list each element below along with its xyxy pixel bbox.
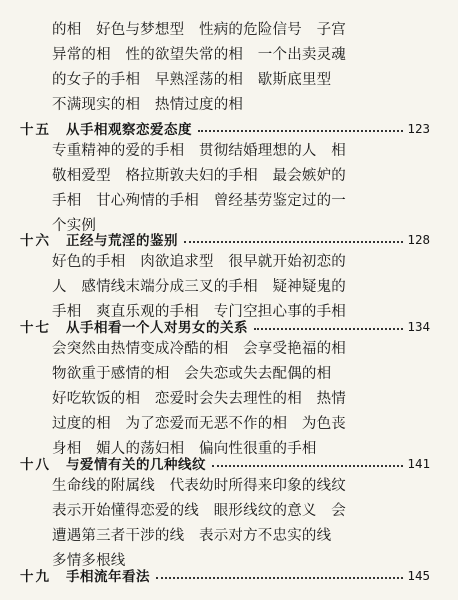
toc-text-line: 的女子的手相 早熟淫荡的相 歇斯底里型: [52, 72, 332, 88]
toc-entry-chapter-15[interactable]: [20, 118, 430, 138]
toc-entry-chapter-17[interactable]: [20, 316, 430, 336]
toc-text-line: 会突然由热情变成冷酷的相 会享受艳福的相: [52, 341, 346, 357]
chapter-number: 十五: [20, 122, 51, 138]
toc-entry-chapter-16[interactable]: [20, 229, 430, 249]
toc-text-line: 身相 媚人的荡妇相 偏向性很重的手相: [52, 441, 317, 457]
toc-text-line: 不满现实的相 热情过度的相: [52, 97, 244, 113]
dot-leader: [156, 577, 403, 579]
toc-text-line: 遭遇第三者干涉的线 表示对方不忠实的线: [52, 528, 332, 544]
dot-leader: [184, 241, 403, 243]
chapter-page-number: 134: [407, 318, 430, 334]
chapter-page-number: 123: [407, 120, 430, 136]
toc-entry-chapter-18[interactable]: [20, 453, 430, 473]
chapter-number: 十七: [20, 320, 51, 336]
chapter-page-number: 128: [407, 231, 430, 247]
toc-text-line: 的相 好色与梦想型 性病的危险信号 子宫: [52, 22, 346, 38]
toc-text-line: 生命线的附属线 代表幼时所得来印象的线纹: [52, 478, 346, 494]
toc-text-line: 敬相爱型 格拉斯敦夫妇的手相 最会嫉妒的: [52, 168, 346, 184]
toc-text-line: 手相 甘心殉情的手相 曾经基劳鉴定过的一: [52, 193, 346, 209]
toc-text-line: 过度的相 为了恋爱而无恶不作的相 为色丧: [52, 416, 346, 432]
toc-text-line: 物欲重于感情的相 会失恋或失去配偶的相: [52, 366, 332, 382]
chapter-number: 十六: [20, 233, 51, 249]
toc-text-line: 多情多根线: [52, 553, 126, 569]
chapter-number: 十九: [20, 569, 51, 585]
toc-text-line: 专重精神的爱的手相 贯彻结婚理想的人 相: [52, 143, 346, 159]
toc-text-line: 表示开始懂得恋爱的线 眼形线纹的意义 会: [52, 503, 346, 519]
dot-leader: [254, 328, 403, 330]
toc-text-line: 人 感情线末端分成三叉的手相 疑神疑鬼的: [52, 279, 346, 295]
toc-text-line: 手相 爽直乐观的手相 专门空担心事的手相: [52, 304, 346, 320]
toc-entry-chapter-19[interactable]: [20, 565, 430, 585]
chapter-title: 手相流年看法: [66, 569, 150, 585]
toc-text-line: 个实例: [52, 218, 97, 234]
dot-leader: [212, 465, 403, 467]
dot-leader: [198, 130, 403, 132]
chapter-title: 正经与荒淫的鉴别: [66, 233, 178, 249]
chapter-title: 从手相看一个人对男女的关系: [66, 320, 248, 336]
chapter-title: 与爱情有关的几种线纹: [66, 457, 206, 473]
chapter-page-number: 141: [407, 455, 430, 471]
chapter-number: 十八: [20, 457, 51, 473]
toc-text-line: 好色的手相 肉欲追求型 很早就开始初恋的: [52, 254, 346, 270]
toc-text-line: 好吃软饭的相 恋爱时会失去理性的相 热情: [52, 391, 346, 407]
chapter-title: 从手相观察恋爱态度: [66, 122, 192, 138]
chapter-page-number: 145: [407, 567, 430, 583]
toc-text-line: 异常的相 性的欲望失常的相 一个出卖灵魂: [52, 47, 346, 63]
